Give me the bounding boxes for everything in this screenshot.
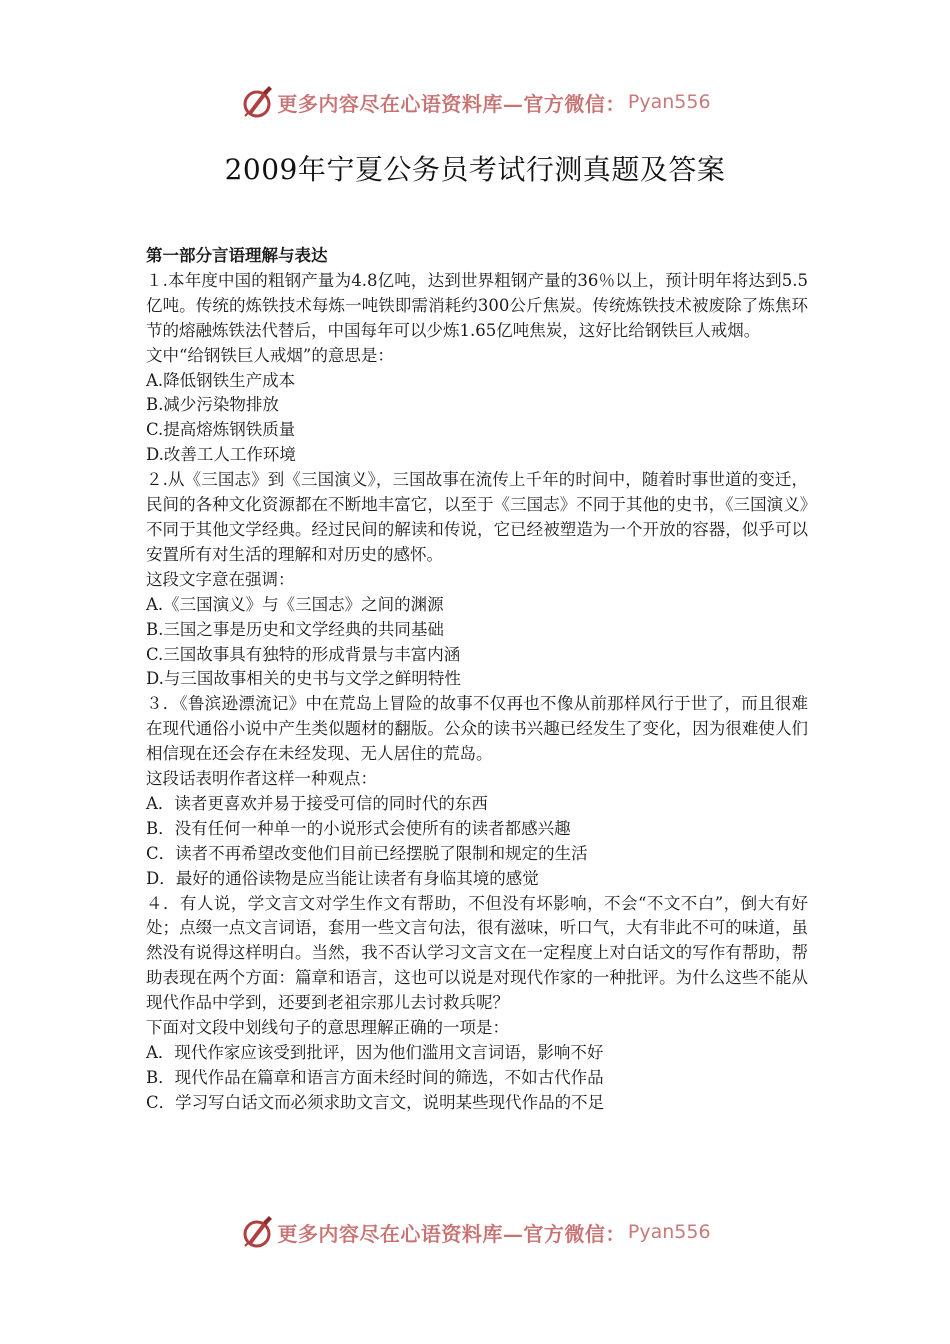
text-line: 这段文字意在强调： <box>146 569 295 589</box>
text-line: D.与三国故事相关的史书与文学之鲜明特性 <box>146 669 461 689</box>
text-line: 文中“给钢铁巨人戒烟”的意思是： <box>146 345 394 365</box>
quill-pen-logo-icon <box>239 84 275 120</box>
header-watermark-banner <box>0 82 950 122</box>
section-title: 第一部分言语理解与表达 <box>146 246 328 265</box>
watermark-wechat-id: Pyan556 <box>627 1221 711 1243</box>
text-line: C．学习写白话文而必须求助文言文，说明某些现代作品的不足 <box>146 1092 605 1112</box>
watermark-text: 更多内容尽在心语资料库—官方微信： <box>277 1221 626 1246</box>
page-title: 2009年宁夏公务员考试行测真题及答案 <box>224 153 726 186</box>
text-line: C.提高熔炼钢铁质量 <box>146 420 296 440</box>
text-line: A.《三国演义》与《三国志》之间的渊源 <box>146 594 444 614</box>
text-line: C.三国故事具有独特的形成背景与丰富内涵 <box>146 644 461 664</box>
question-paragraph: ３．《鲁滨逊漂流记》中在荒岛上冒险的故事不仅再也不像从前那样风行于世了，而且很难在现代通俗小说中产生类似题材的翻版。公众的读书兴趣已经发生了变化，因为很难使人们相信现在还会存在未经发现、无人居住的荒岛。 <box>146 694 808 764</box>
text-line: A．现代作家应该受到批评，因为他们滥用文言词语，影响不好 <box>146 1043 604 1062</box>
watermark-text: 更多内容尽在心语资料库—官方微信： <box>277 91 626 116</box>
question-paragraph: ４．有人说，学文言文对学生作文有帮助，不但没有坏影响，不会“不文不白”，倒大有好处；点缀一点文言词语，套用一些文言句法，很有滋味，听口气，大有非此不可的味道，虽然没有说得这样明白。当然，我不否认学习文言文在一定程度上对白话文的写作有帮助，帮助表现在两个方面：篇章和语言，这也可以说是对现代作家的一种批评。为什么这些不能从现代作品中学到，还要到老祖宗那儿去讨救兵呢？ <box>146 893 808 1013</box>
quill-pen-logo-icon <box>239 1214 275 1250</box>
text-line: A.降低钢铁生产成本 <box>146 370 296 390</box>
document-body <box>146 244 808 1116</box>
text-line: D．最好的通俗读物是应当能让读者有身临其境的感觉 <box>146 868 539 888</box>
question-paragraph: １.本年度中国的粗钢产量为4.8亿吨，达到世界粗钢产量的36％以上，预计明年将达到5.5亿吨。传统的炼铁技术每炼一吨铁即需消耗约300公斤焦炭。传统炼铁技术被废除了炼焦环节的熔融炼铁法代替后，中国每年可以少炼1.65亿吨焦炭，这好比给钢铁巨人戒烟。 <box>146 270 808 340</box>
text-line: 下面对文段中划线句子的意思理解正确的一项是： <box>146 1018 509 1038</box>
text-line: D.改善工人工作环境 <box>146 445 296 465</box>
watermark-wechat-id: Pyan556 <box>627 91 711 113</box>
text-line: A．读者更喜欢并易于接受可信的同时代的东西 <box>146 793 488 813</box>
footer-watermark-banner <box>0 1212 950 1252</box>
text-line: C．读者不再希望改变他们目前已经摆脱了限制和规定的生活 <box>146 843 588 863</box>
text-line: 这段话表明作者这样一种观点： <box>146 769 377 789</box>
question-paragraph: ２.从《三国志》到《三国演义》，三国故事在流传上千年的时间中，随着时事世道的变迁，民间的各种文化资源都在不断地丰富它，以至于《三国志》不同于其他的史书，《三国演义》不同于其他文学经典。经过民间的解读和传说，它已经被塑造为一个开放的容器，似乎可以安置所有对生活的理解和对历史的感怀。 <box>146 470 808 564</box>
text-line: B．没有任何一种单一的小说形式会使所有的读者都感兴趣 <box>146 818 571 838</box>
text-line: B.三国之事是历史和文学经典的共同基础 <box>146 619 444 639</box>
text-line: B．现代作品在篇章和语言方面未经时间的筛选，不如古代作品 <box>146 1067 604 1087</box>
text-line: B.减少污染物排放 <box>146 395 279 415</box>
